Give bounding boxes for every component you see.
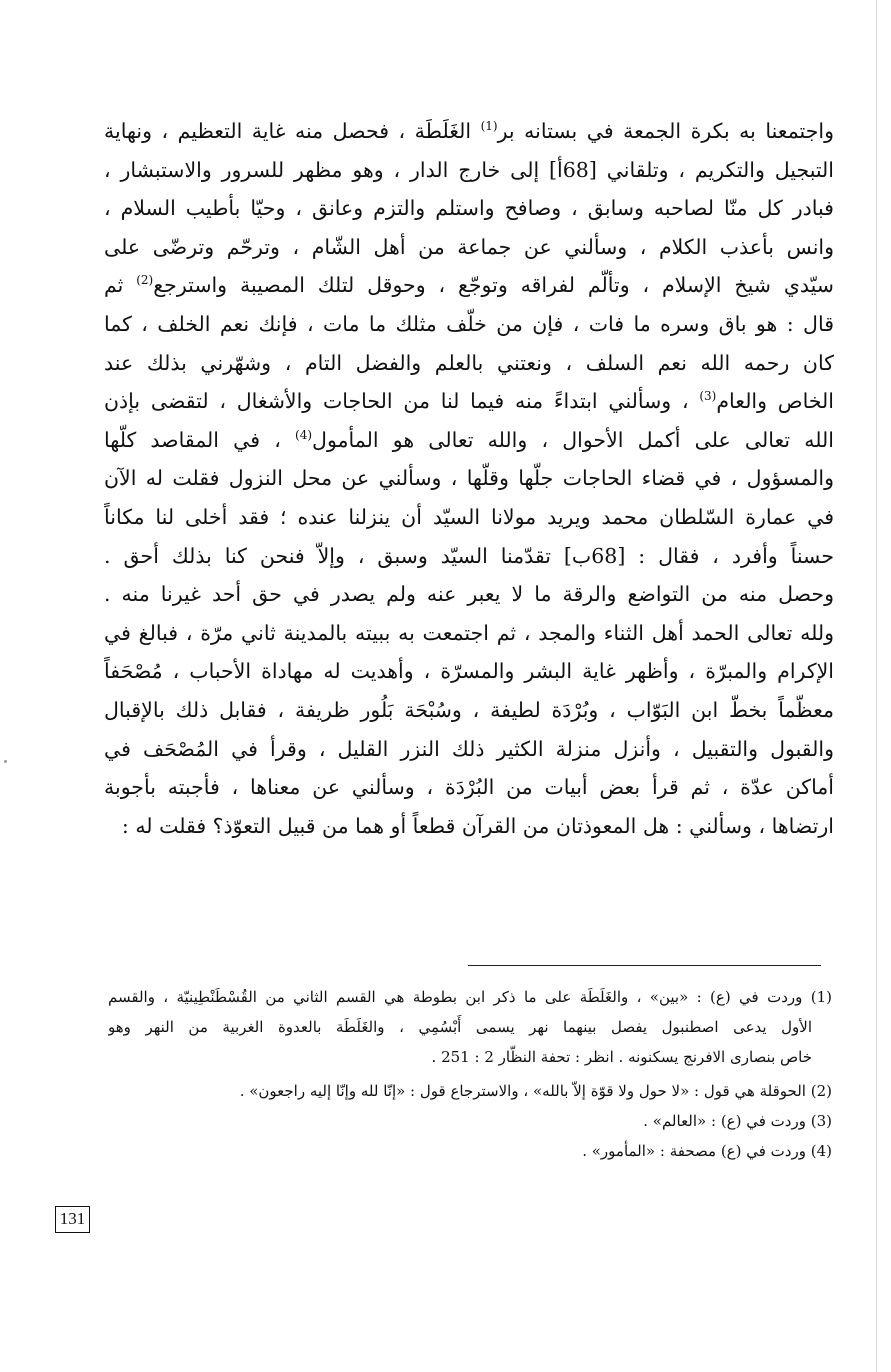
main-text-block [104,112,834,845]
text-line [104,614,834,653]
text-segment: سيّدي شيخ الإسلام ، وتألّم لفراقه وتوجّع ، وحوقل لتلك المصيبة واسترجع [153,273,834,298]
text-line [104,498,834,537]
text-line [104,730,834,769]
footnote-ref: (3) [699,389,717,404]
text-segment: والمسؤول ، في قضاء الحاجات جلّها وقلّها ، وسألني عن محل النزول فقلت له الآن [104,466,834,491]
text-segment: معظّماً بخطّ ابن البَوّاب ، وبُرْدَة لطيفة ، وسُبْحَة بَلُور ظريفة ، فقابل ذلك بالإقبال [104,697,834,722]
footnote-line: (4) وردت في (ع) مصحفة : «المأمور» . [582,1142,832,1160]
text-line [104,575,834,614]
text-segment: أماكن عدّة ، ثم قرأ بعض أبيات من البُرْدَة ، وسألني عن معناها ، فأجبته بأجوبة [104,775,834,800]
text-segment: ولله تعالى الحمد أهل الثناء والمجد ، ثم اجتمعت به ببيته بالمدينة ثاني مرّة ، فبالغ في [104,620,834,645]
text-segment: الغَلَطَة ، فحصل منه غاية التعظيم ، ونهاية [104,119,481,143]
footnotes-block [108,982,832,1166]
text-line [104,344,834,383]
scan-speck [4,760,7,763]
text-segment: والقبول والتقبيل ، وأنزل منزلة الكثير ذلك النزر القليل ، وقرأ في المُصْحَف في [104,736,834,761]
page-number: 131 [55,1206,90,1233]
footnote-line: الأول يدعى اصطنبول يفصل بينهما نهر يسمى أَبْسُمِي ، والغَلَطَة بالعدوة الغربية من النهر وهو [108,1018,812,1036]
text-segment: حسناً وأفرد ، فقال : [68ب] تقدّمنا السيّد وسبق ، وإلاّ فنحن كنا بذلك أحق . [104,543,834,568]
text-line [104,537,834,576]
text-segment: ثم [104,273,137,298]
text-segment: كان رحمه الله نعم السلف ، ونعتني بالعلم والفضل التام ، وشهّرني بذلك عند [104,350,834,375]
text-line [104,652,834,691]
footnote-line: (1) وردت في (ع) : «بين» ، والغَلَطَة على ما ذكر ابن بطوطة هي القسم الثاني من القُسْطَنْطِينيّة ، والقسم [108,988,832,1006]
text-line [104,112,834,151]
text-segment: في عمارة السّلطان محمد ويريد مولانا السيّد أن ينزلنا عنده ؛ فقد أخلى لنا مكاناً [104,504,834,529]
text-segment: فبادر كل منّا لصاحبه وسابق ، وصافح واستلم والتزم وعانق ، وحيّا بأطيب السلام ، [104,196,834,221]
footnote-line: (2) الحوقلة هي قول : «لا حول ولا قوّة إلاّ بالله» ، والاسترجاع قول : «إنّا لله وإنّا إليه راجعون» . [239,1082,832,1100]
text-line [104,768,834,807]
footnote-line: خاص بنصارى الافرنج يسكنونه . انظر : تحفة النظّار 2 : 251 . [431,1048,812,1066]
text-line [104,151,834,190]
text-segment: ، في المقاصد كلّها [104,427,296,452]
text-line [104,459,834,498]
text-segment: قال : هو باق وسره ما فات ، فإن من خلّف مثلك ما مات ، فإنك نعم الخلف ، كما [104,311,834,336]
text-segment: الإكرام والمبرّة ، وأظهر غاية البشر والمسرّة ، وأهديت له مهاداة الأحباب ، مُصْحَفاً [104,659,834,684]
text-line [104,228,834,267]
text-segment: التبجيل والتكريم ، وتلقاني [68أ] إلى خارج الدار ، وهو مظهر للسرور والاستبشار ، [104,157,834,182]
text-line [104,421,834,460]
footnote-line: (3) وردت في (ع) : «العالم» . [643,1112,832,1130]
text-segment: الله تعالى على أكمل الأحوال ، والله تعالى هو المأمول [312,427,834,452]
text-segment: وحصل منه من التواضع والرقة ما لا يعبر عنه ولم يصدر في حق أحد غيرنا منه . [104,582,834,607]
footnote-ref: (1) [480,119,498,134]
footnote-separator [468,965,821,966]
text-segment: الخاص والعام [716,389,834,414]
text-segment: ارتضاها ، وسألني : هل المعوذتان من القرآن قطعاً أو هما من قبيل التعوّذ؟ فقلت له : [121,813,834,838]
text-segment: وانس بأعذب الكلام ، وسألني عن جماعة من أهل الشّام ، وترحّم وترضّى على [104,234,834,259]
text-segment: ، وسألني ابتداءً منه فيما لنا من الحاجات والأشغال ، لتقضى بإذن [104,389,700,414]
text-line [104,807,834,846]
text-segment: واجتمعنا به بكرة الجمعة في بستانه بر [497,119,834,143]
text-line [104,382,834,421]
text-line [104,305,834,344]
text-line [104,266,834,305]
text-line [104,189,834,228]
footnote-ref: (4) [295,427,313,442]
page-edge-line [876,0,877,1372]
text-line [104,691,834,730]
footnote-ref: (2) [136,273,154,288]
